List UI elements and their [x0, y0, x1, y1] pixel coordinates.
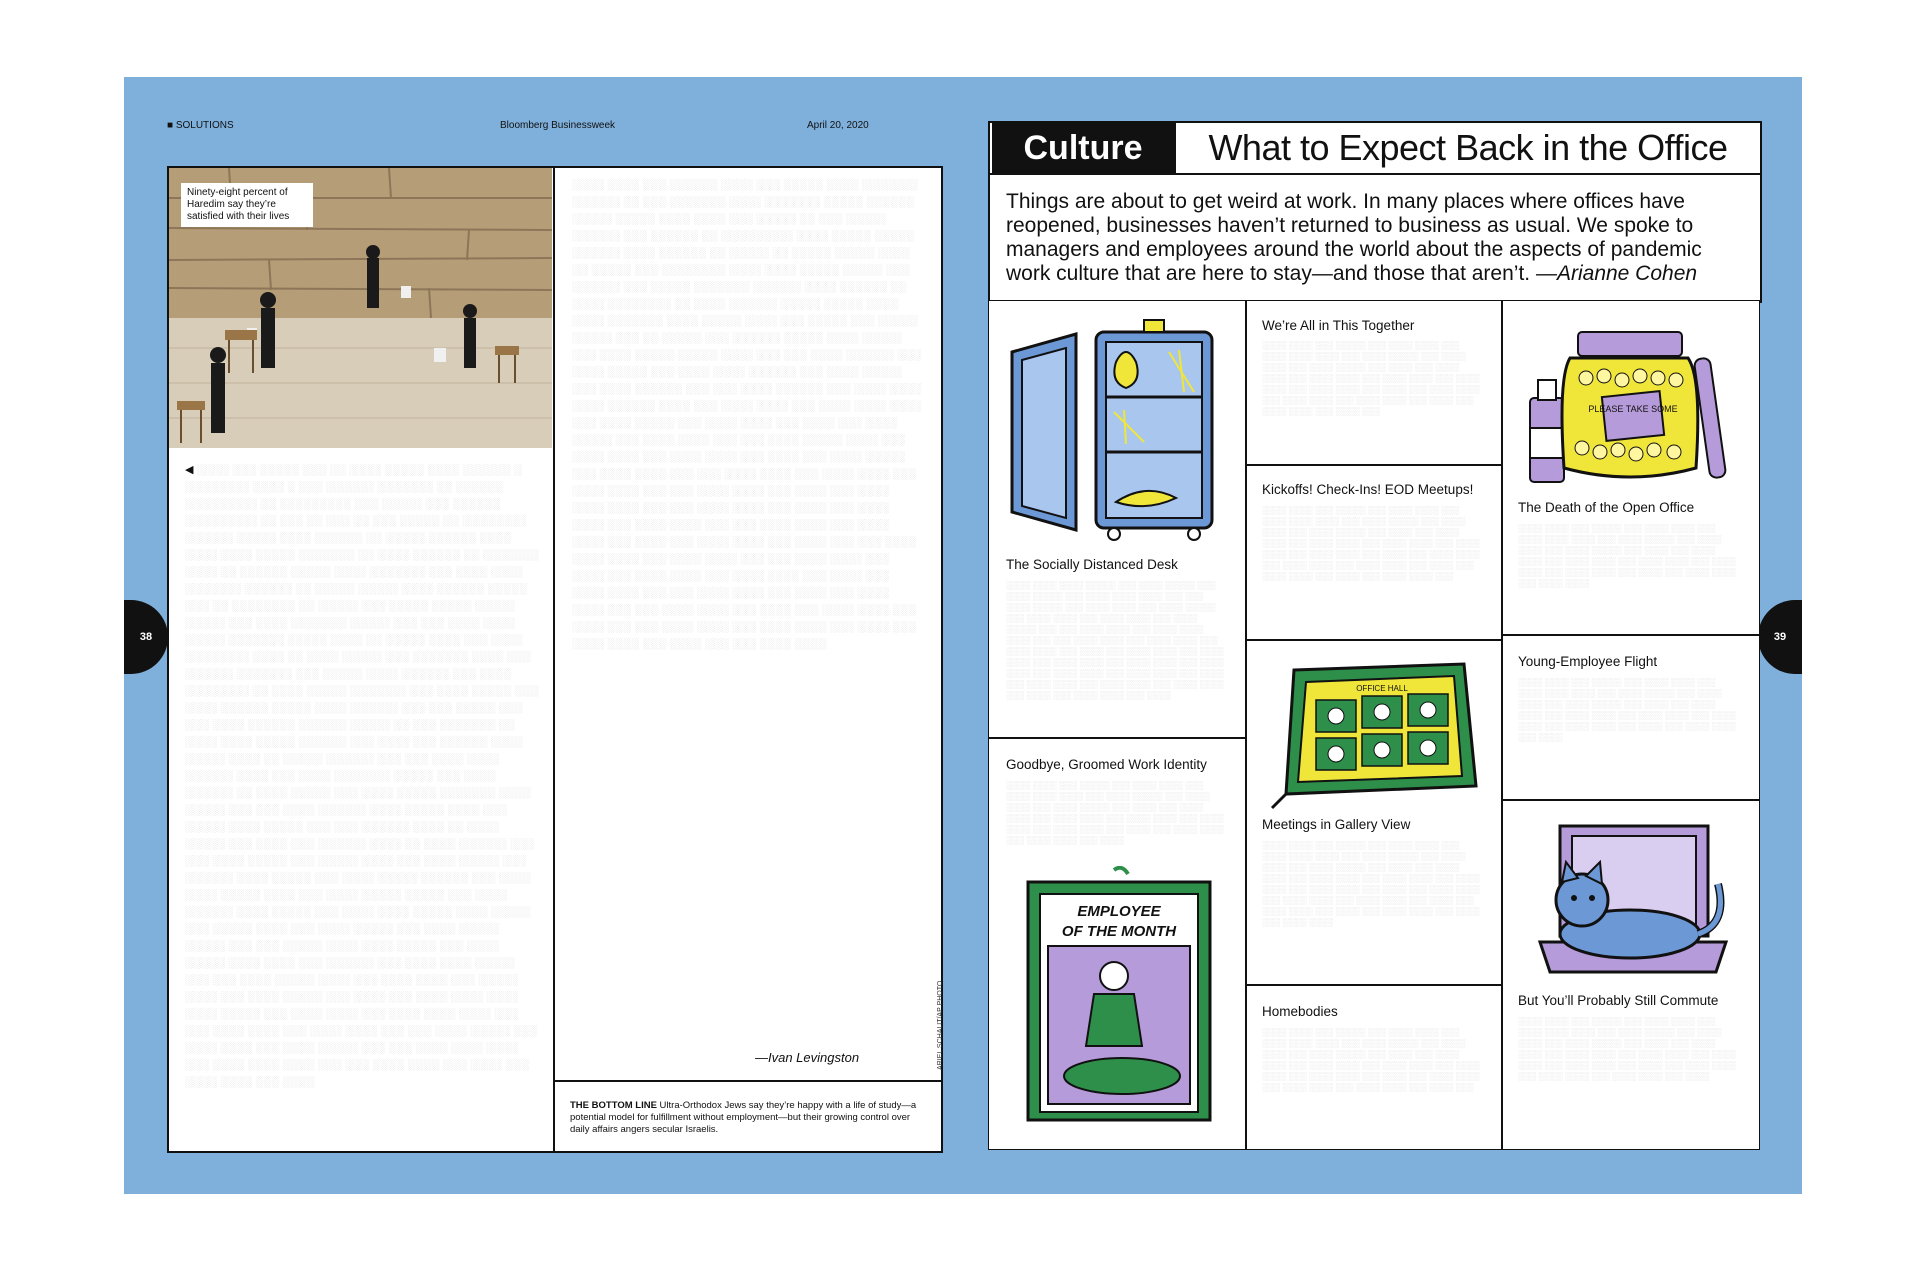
- item-title-young-employee: Young-Employee Flight: [1518, 654, 1658, 669]
- item-body-kickoffs: ░░░░ ░░░░ ░░░ ░░░░░ ░░░ ░░░░ ░░░░ ░░░ ░░░░ ░░░░ ░░░░ ░░░ ░░░░ ░░░░░ ░░░ ░░░░ ░░░░ ░░░ ░░░░ ░░░░░ ░░░ ░░░░ ░░░ ░░░░ ░░░░ ░░░ ░░░░ ░░░░ ░░░ ░░░░ ░░░░ ░░░ ░░░░ ░░░░ ░░░ ░░░░ ░░░░ ░░░ ░░░░ ░░░ ░░░░ ░░░░ ░░░ ░░░░ ░░░░ ░░░ ░░░░ ░░░░ ░░░ ░░░░ ░░░ ░░░░ ░░░░ ░░░ ░░░░ ░░░ ░░░░ ░░░░ ░░░: [1262, 505, 1480, 581]
- item-body-commute: ░░░░ ░░░░ ░░░ ░░░░░ ░░░ ░░░░ ░░░░ ░░░ ░░░░ ░░░░ ░░░░ ░░░ ░░░░ ░░░░░ ░░░ ░░░░ ░░░░ ░░░ ░░░░ ░░░░░ ░░░ ░░░░ ░░░ ░░░░ ░░░░ ░░░ ░░░░ ░░░░ ░░░ ░░░░ ░░░░ ░░░ ░░░░ ░░░░ ░░░ ░░░░ ░░░░ ░░░ ░░░░ ░░░ ░░░░ ░░░░ ░░░ ░░░░ ░░░░ ░░░ ░░░░ ░░░░ ░░░ ░░░░: [1518, 1016, 1736, 1081]
- item-title-all-in-together: We’re All in This Together: [1262, 318, 1415, 333]
- bottom-line: [570, 1100, 925, 1136]
- item-title-homebodies: Homebodies: [1262, 1004, 1338, 1019]
- item-title-groomed-identity: Goodbye, Groomed Work Identity: [1006, 757, 1207, 772]
- right-column-body-text: ░░░░ ░░░░ ░░░ ░░░░░░ ░░░░ ░░░ ░░░░░ ░░░░ ░░░░░░░ ░░░░░░ ░░ ░░░ ░░░░░░░ ░░░░ ░░░░░░░ ░░░░░ ░░░░░░ ░░░░░ ░░░░░ ░░░░ ░░░░ ░░░ ░░░░░ ░░ ░░░ ░░░░░ ░░░░░░ ░░░ ░░░░░░ ░░ ░░░░░░░░░ ░░░░ ░░░░░ ░░░░░ ░░░░░░ ░░░░ ░░░░░░ ░░ ░░░░░ ░░ ░░░░░ ░░░░░ ░░░░ ░░ ░░░░░ ░░░ ░░░░░░░░ ░░░░ ░░░░ ░░░░░ ░░░░░ ░░░ ░░░░░░ ░░░ ░░░░░ ░░░░░░░ ░░░░░░ ░░░░ ░░░░░░ ░░ ░░░░ ░░░░░░░░ ░░ ░░░░ ░░░░░░ ░░░░░ ░░░░░ ░░░░ ░░░░ ░░░░░░░ ░░░░ ░░░░░ ░░░░ ░░░ ░░░░░ ░░░ ░░░░░ ░░░░░ ░░░ ░░ ░░░░░ ░░░ ░░░░░░ ░░░░░ ░░░░ ░░░░░ ░░░ ░░░░ ░░░░░ ░░░░░ ░░░░ ░░░ ░░░ ░░░░ ░░░░░░ ░░░ ░░░░ ░░░░░ ░░░ ░░░░ ░░░░ ░░░░░░ ░░░ ░░░░ ░░░░░ ░░░ ░░░░ ░░░░░░ ░░░ ░░░ ░░░░ ░░░░░░ ░░░ ░░░░ ░░░░ ░░░░ ░░░░░░ ░░░░ ░░░ ░░░░ ░░░░ ░░░ ░░░░ ░░░░ ░░░░ ░░░ ░░░░ ░░░░░ ░░░ ░░░░ ░░░░ ░░░ ░░░░ ░░░ ░░░░ ░░░░░ ░░░ ░░░░ ░░░░ ░░░ ░░░ ░░░░ ░░░░░ ░░░░ ░░░ ░░░░ ░░░░ ░░░ ░░░░ ░░░░ ░░░ ░░░░ ░░░ ░░░░ ░░░░░ ░░░ ░░░░ ░░░░ ░░░ ░░░ ░░░░ ░░░░ ░░░ ░░░░ ░░░░ ░░░ ░░░░ ░░░░ ░░░ ░░░ ░░░░ ░░░░ ░░░ ░░░░ ░░░ ░░░░ ░░░░ ░░░░ ░░░ ░░░ ░░░░ ░░░░ ░░░ ░░░░ ░░░ ░░░░ ░░░░ ░░░ ░░░░ ░░░░ ░░░ ░░░ ░░░░ ░░░░ ░░░ ░░░░ ░░░░ ░░░ ░░░░ ░░░ ░░░░ ░░░░ ░░░ ░░░░ ░░░ ░░░ ░░░░ ░░░░ ░░░░ ░░░ ░░░░ ░░░░ ░░░ ░░░ ░░░░ ░░░░ ░░░ ░░░░ ░░░ ░░░░ ░░░░ ░░░ ░░░░ ░░░░ ░░░ ░░░░ ░░░ ░░░░ ░░░░ ░░░ ░░░ ░░░░ ░░░░ ░░░ ░░░░ ░░░ ░░░░ ░░░░ ░░░ ░░░ ░░░░ ░░░░ ░░░ ░░░░ ░░░ ░░░░ ░░░░ ░░░ ░░░░ ░░░ ░░░ ░░░░ ░░░░ ░░░ ░░░░ ░░░░ ░░░ ░░░░ ░░░ ░░░░ ░░░░ ░░░ ░░░░ ░░░ ░░░ ░░░░ ░░░░: [572, 179, 922, 650]
- item-title-open-office: The Death of the Open Office: [1518, 500, 1695, 515]
- item-title-gallery-view: Meetings in Gallery View: [1262, 817, 1411, 832]
- item-title-kickoffs: Kickoffs! Check-Ins! EOD Meetups!: [1262, 482, 1474, 497]
- header-rule: [988, 173, 1760, 175]
- publication-name: Bloomberg Businessweek: [500, 120, 616, 131]
- jar-label: PLEASE TAKE SOME: [1588, 404, 1678, 414]
- photo-caption: Ninety-eight percent of Haredim say they’re satisfied with their lives: [181, 183, 313, 227]
- item-body-groomed-identity: ░░░░ ░░░░ ░░░ ░░░░░ ░░░ ░░░░ ░░░░ ░░░ ░░░░ ░░░░ ░░░░ ░░░ ░░░░ ░░░░░ ░░░ ░░░░ ░░░░ ░░░ ░░░░ ░░░░░ ░░░ ░░░░ ░░░ ░░░░ ░░░░ ░░░ ░░░░ ░░░░ ░░░ ░░░░ ░░░░ ░░░ ░░░░ ░░░░ ░░░ ░░░░ ░░░░ ░░░ ░░░░ ░░░ ░░░░ ░░░░ ░░░ ░░░░ ░░░░ ░░░ ░░░░: [1006, 780, 1224, 845]
- item-body-socially-distanced-desk: ░░░░ ░░░░ ░░░░ ░░░░░ ░░░ ░░░░ ░░░░░ ░░░ ░░░░ ░░░░░ ░░░ ░░░░ ░░░░ ░░░░ ░░░ ░░░ ░░░░ ░░░░░ ░░░ ░░░░ ░░░░ ░░░ ░░░░ ░░░░░ ░░░ ░░░░ ░░░░ ░░░ ░░░░ ░░░░ ░░░ ░░░░ ░░░░░ ░░░ ░░░ ░░░░ ░░░░ ░░░ ░░░░ ░░░░ ░░░░ ░░░ ░░░ ░░░░ ░░░░ ░░░ ░░░░ ░░░░ ░░░ ░░░░ ░░░░ ░░░ ░░░░ ░░░ ░░░░ ░░░░ ░░░ ░░░░ ░░░░ ░░░ ░░░░ ░░░░ ░░░ ░░░░ ░░░░ ░░░ ░░░░ ░░░░ ░░░ ░░░░ ░░░░ ░░░ ░░░░ ░░░░ ░░░ ░░░░ ░░░ ░░░░ ░░░░ ░░░ ░░░░ ░░░░ ░░░ ░░░░ ░░░░ ░░░ ░░░░ ░░░ ░░░░ ░░░░ ░░░ ░░░░: [1006, 580, 1224, 700]
- page-number-right: 39: [1758, 600, 1802, 674]
- left-body-text: ◀ ░░░░ ░░░ ░░░░░ ░░░ ░░ ░░░░ ░░░░░ ░░░░ ░░░░░░ ░ ░░░░░░░░ ░░░░ ░ ░░░ ░░░░░░ ░░░░░░░ ░░ ░░░░░░ ░░░░░░░░░ ░░ ░░░░░░░░░ ░░░ ░░░░░ ░░░ ░░░░░░ ░░░░░░░░░ ░░ ░░░ ░░ ░░░ ░░ ░░░ ░░░░░ ░░ ░░░░░░░░ ░░░░░░ ░░░░░ ░░░░ ░░░░░░ ░░ ░░░░░ ░░░░░░ ░░░░ ░░░░ ░░░░ ░░░░░ ░░░░░░░ ░░ ░░░░ ░░░░░░ ░░ ░░░░░░░ ░░░░ ░░ ░░░░░░ ░░░░░ ░░░░ ░░░░░░░ ░░░ ░░░░ ░░░░ ░░░░░░░ ░░░░░░ ░░ ░░░░░ ░░░░░ ░░░░ ░░░░░░ ░░░░░ ░░░ ░░ ░░░░░░░░ ░░ ░░░░░ ░░░ ░░░░░ ░░░░░ ░░░░░ ░░░░░ ░░░ ░░░░ ░░░░░░░ ░░░░░ ░░░ ░░░ ░░░░ ░░░░ ░░░░░ ░░░░░░░ ░░░░░ ░░░░ ░░ ░░░░░ ░░░░ ░░░ ░░░░ ░░░░░░░░ ░░░░ ░░ ░░░░ ░░░░░ ░░░ ░░░░░░░ ░░░░ ░░░ ░░░░░░ ░░░░░░░ ░░░ ░░░░░ ░░░░ ░░░░░░ ░░░ ░░░░ ░░░░░░░░ ░░ ░░░░ ░░░░░ ░░░░░░░ ░░░ ░░░░ ░░░░░ ░░░ ░░░░ ░░░░░░ ░░░░░ ░░░░ ░░░░░░ ░░░ ░░░ ░░░░░ ░░░ ░░░ ░░░░ ░░░░░░ ░░░░░░ ░░░░░ ░░ ░░░ ░░░░░░░ ░░ ░░░░ ░░░░ ░░░░░ ░░░░░░ ░░░ ░░░░ ░░░ ░░░░░░ ░░░░ ░░░░░ ░░░░ ░░ ░░░░░ ░░░░░░ ░░░ ░░░ ░░░░ ░░░░ ░░░░░░ ░░░░ ░░░ ░░░░ ░░░░░░░ ░░░░░ ░░░ ░░░░ ░░░░░░ ░░ ░░░░ ░░░░░ ░░░ ░░░░ ░░░░░ ░░░░░░░ ░░░░ ░░░░░ ░░░ ░░░ ░░░░ ░░░░░░ ░░░░ ░░░░░ ░░░░ ░░░ ░░░░░ ░░░░ ░░░░░ ░░░ ░░░ ░░░░░░ ░░░░ ░░ ░░░░ ░░░░░ ░░░ ░░░░ ░░░ ░░░░░░ ░░░░ ░░ ░░░░ ░░░░░░ ░░░ ░░░ ░░░░ ░░░░░ ░░░ ░░░░░ ░░░░ ░░░ ░░░░ ░░░░░ ░░░ ░░░░░░ ░░░░ ░░░░░ ░░░ ░░░░ ░░░░░ ░░░░░░ ░░░ ░░░░ ░░░░ ░░░░░ ░░░░ ░░░ ░░░░ ░░░░░ ░░░░░ ░░░ ░░░░ ░░░░░░ ░░░░ ░░░░░ ░░░ ░░░░ ░░░░ ░░░░░ ░░░░ ░░░░░ ░░░ ░░░░░ ░░░░ ░░░ ░░░░ ░░░░░ ░░░ ░░░░ ░░░░░ ░░░░░ ░░░ ░░░ ░░░░░ ░░░░ ░░░░ ░░░░░ ░░░ ░░░░ ░░░░░ ░░░░ ░░░░ ░░░ ░░░░░░ ░░░ ░░░░ ░░░░ ░░░░░ ░░░ ░░░ ░░░░ ░░░░░ ░░░░ ░░░ ░░░░ ░░░░ ░░░ ░░░░░ ░░░░ ░░░ ░░░░ ░░░░░ ░░░ ░░░░ ░░░ ░░░░ ░░░░ ░░░░ ░░░░ ░░░░░ ░░░ ░░░░ ░░░░ ░░░ ░░░░ ░░░░ ░░░░ ░░░ ░░░ ░░░░ ░░░░ ░░░ ░░░░ ░░░░ ░░░ ░░░ ░░░░ ░░░░░ ░░░ ░░░░ ░░░░ ░░░ ░░░░ ░░░░░ ░░░ ░░░ ░░░░ ░░░░ ░░░░ ░░░ ░░░░ ░░░░ ░░░░ ░░░ ░░░ ░░░░ ░░░░ ░░░ ░░░░ ░░░ ░░░░ ░░░░ ░░░ ░░░░: [185, 464, 539, 1088]
- poster-line2: OF THE MONTH: [1061, 923, 1177, 940]
- item-body-homebodies: ░░░░ ░░░░ ░░░ ░░░░░ ░░░ ░░░░ ░░░░ ░░░ ░░░░ ░░░░ ░░░░ ░░░ ░░░░ ░░░░░ ░░░ ░░░░ ░░░░ ░░░ ░░░░ ░░░░░ ░░░ ░░░░ ░░░ ░░░░ ░░░░ ░░░ ░░░░ ░░░░ ░░░ ░░░░ ░░░░ ░░░ ░░░░ ░░░░ ░░░ ░░░░ ░░░░ ░░░ ░░░░ ░░░ ░░░░ ░░░░ ░░░ ░░░░ ░░░░ ░░░ ░░░░ ░░░░ ░░░ ░░░░ ░░░: [1262, 1027, 1480, 1092]
- issue-date: April 20, 2020: [807, 120, 869, 131]
- gallery-label: OFFICE HALL: [1356, 684, 1408, 693]
- photo-credit: ARIEL SCHALIT/AP PHOTO: [937, 980, 944, 1070]
- section-label-text: SOLUTIONS: [175, 120, 234, 131]
- tab-divider: [1174, 121, 1176, 174]
- gallery-view-illustration: [1264, 660, 1486, 810]
- item-body-open-office: ░░░░ ░░░░ ░░░ ░░░░░ ░░░ ░░░░ ░░░░ ░░░ ░░░░ ░░░░ ░░░░ ░░░ ░░░░ ░░░░░ ░░░ ░░░░ ░░░░ ░░░ ░░░░ ░░░░░ ░░░ ░░░░ ░░░ ░░░░ ░░░░ ░░░ ░░░░ ░░░░ ░░░ ░░░░ ░░░░ ░░░ ░░░░ ░░░░ ░░░ ░░░░ ░░░░ ░░░ ░░░░ ░░░ ░░░░ ░░░░ ░░░ ░░░░ ░░░░: [1518, 523, 1736, 588]
- section-label: ■ SOLUTIONS: [167, 120, 234, 131]
- bottom-line-text: Ultra-Orthodox Jews say they’re happy with a life of study—a potential model for fulfillment without employment—but their growing control over daily affairs angers secular Israelis.: [570, 1100, 917, 1135]
- article-dek: [1006, 190, 1746, 286]
- item-body-young-employee: ░░░░ ░░░░ ░░░ ░░░░░ ░░░ ░░░░ ░░░░ ░░░ ░░░░ ░░░░ ░░░░ ░░░ ░░░░ ░░░░░ ░░░ ░░░░ ░░░░ ░░░ ░░░░ ░░░░░ ░░░ ░░░░ ░░░ ░░░░ ░░░░ ░░░ ░░░░ ░░░░ ░░░ ░░░░ ░░░░ ░░░ ░░░░ ░░░░ ░░░ ░░░░ ░░░░ ░░░ ░░░░ ░░░ ░░░░ ░░░░ ░░░ ░░░░: [1518, 677, 1736, 742]
- item-body-gallery-view: ░░░░ ░░░░ ░░░ ░░░░░ ░░░ ░░░░ ░░░░ ░░░ ░░░░ ░░░░ ░░░░ ░░░ ░░░░ ░░░░░ ░░░ ░░░░ ░░░░ ░░░ ░░░░ ░░░░░ ░░░ ░░░░ ░░░ ░░░░ ░░░░ ░░░ ░░░░ ░░░░ ░░░ ░░░░ ░░░░ ░░░ ░░░░ ░░░░ ░░░ ░░░░ ░░░░ ░░░ ░░░░ ░░░ ░░░░ ░░░░ ░░░ ░░░░ ░░░░ ░░░ ░░░░ ░░░░ ░░░ ░░░░ ░░░ ░░░░ ░░░░ ░░░ ░░░░ ░░░ ░░░░ ░░░░ ░░░ ░░░░ ░░░ ░░░░ ░░░░: [1262, 840, 1480, 927]
- item-title-commute: But You’ll Probably Still Commute: [1518, 993, 1719, 1008]
- employee-of-month-illustration: [1024, 866, 1214, 1126]
- cat-on-laptop-illustration: [1520, 822, 1742, 990]
- cheese-jar-illustration: [1526, 318, 1738, 488]
- poster-line1: EMPLOYEE: [1077, 903, 1161, 920]
- dek-author: —Arianne Cohen: [1535, 262, 1698, 285]
- section-tab-culture: Culture: [992, 123, 1174, 173]
- page-headline: What to Expect Back in the Office: [1208, 127, 1728, 168]
- open-cabinet-illustration: [1004, 312, 1230, 542]
- page-number-left: 38: [124, 600, 168, 674]
- item-title-socially-distanced-desk: The Socially Distanced Desk: [1006, 557, 1178, 572]
- item-body-all-in-together: ░░░░ ░░░░ ░░░ ░░░░░ ░░░ ░░░░ ░░░░ ░░░ ░░░░ ░░░░ ░░░░ ░░░ ░░░░ ░░░░░ ░░░ ░░░░ ░░░░ ░░░ ░░░░ ░░░░░ ░░░ ░░░░ ░░░ ░░░░ ░░░░ ░░░ ░░░░ ░░░░ ░░░ ░░░░ ░░░░ ░░░ ░░░░ ░░░░ ░░░ ░░░░ ░░░░ ░░░ ░░░░ ░░░ ░░░░ ░░░░ ░░░ ░░░░ ░░░░ ░░░ ░░░░ ░░░░ ░░░ ░░░░ ░░░ ░░░░ ░░░░ ░░░ ░░░░ ░░░: [1262, 340, 1480, 416]
- article-byline: —Ivan Levingston: [755, 1050, 860, 1065]
- dek-text: Things are about to get weird at work. In many places where offices have reopened, businesses haven’t returned to business as usual. We spoke to managers and employees around the world about the aspects of pandemic work culture that are here to stay—and those that aren’t.: [1006, 190, 1702, 285]
- bottom-line-label: THE BOTTOM LINE: [570, 1100, 657, 1111]
